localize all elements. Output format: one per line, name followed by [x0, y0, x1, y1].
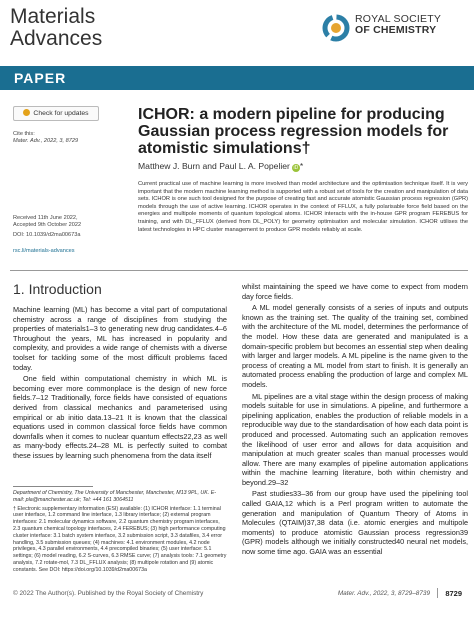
accepted-date: Accepted 9th October 2022 — [13, 222, 82, 229]
check-for-updates-button[interactable] — [13, 106, 99, 121]
abstract: Current practical use of machine learning is more involved than model architecture and the optimisation technique itself. It is very important that the modern machine learning method is supported with a robust set of tools for the creation and manipulation of data sets. ICHOR is one such tool designed for the purpose of creating fast and accurate atomistic Gaussian process regression (GPR) models through the use of active learning. ICHOR operates in the context of FFLUX, a fully polarisable force field based on the energies and multipole moments of quantum topological atoms. ICHOR interacts with the in-house GPR program FEREBUS for training, and with DL_FFLUX (derived from DL_POLY) for geometry optimisation and molecular simulation. ICHOR utilises the latest technologies in HPC cluster management to produce GPR models reliably at scale. — [138, 181, 468, 233]
article-type-label: PAPER — [14, 70, 67, 86]
cite-label: Cite this: — [13, 131, 35, 137]
footer-separator — [437, 588, 438, 598]
intro-paragraph-2: One field within computational chemistry in which ML is becoming ever more commonplace is the design of new force fields.7–12 Traditionally, force fields have consisted of equations derived from classical mechanics and parameterised using empirical or ab initio data.13–21 It is known that the classical equations used in common classical force fields have common downfalls when it comes to nuclear quantum effects22,23 as well as many-body effects.24–28 ML is perfectly suited to combat these issues by learning such phenomena from the data itself — [13, 374, 227, 460]
journal-title — [10, 6, 102, 50]
left-column — [13, 305, 227, 461]
update-badge-icon — [23, 109, 30, 116]
journal-title-line1: Materials — [10, 5, 96, 28]
journal-link[interactable]: rsc.li/materials-advances — [13, 247, 75, 254]
author-line: Matthew J. Burn and Paul L. A. Popelier iD * — [138, 161, 304, 171]
cite-value: Mater. Adv., 2022, 3, 8729 — [13, 138, 79, 145]
journal-title-line2: Advances — [10, 27, 103, 50]
society-name — [355, 14, 441, 36]
article-dates — [13, 215, 81, 255]
rsc-logo-icon — [322, 14, 350, 42]
authors: Matthew J. Burn and Paul L. A. Popelier — [138, 161, 290, 171]
copyright-text: © 2022 The Author(s). Published by the Royal Society of Chemistry — [13, 590, 204, 597]
article-title: ICHOR: a modern pipeline for producing Gaussian process regression models for atomistic simulations† — [138, 106, 449, 157]
right-column — [242, 282, 468, 557]
society-line2: OF CHEMISTRY — [355, 24, 437, 36]
footnote-rule — [13, 486, 93, 487]
footnotes — [13, 490, 227, 576]
right-paragraph-2: A ML model generally consists of a series of inputs and outputs known as the training set. The quality of the training set, combined with the architecture of the ML model, determines the performance of the model. How these data are generated and manipulated is a domain-specific problem but becomes an essential step when dealing with larger and larger models. A ML pipeline is the name given to the process of creating a ML model from start to finish. It is generally an automated process enabling the production of large and complex ML models. — [242, 303, 468, 389]
section-divider — [10, 270, 468, 271]
section-heading: 1. Introduction — [13, 281, 102, 297]
society-line1: ROYAL SOCIETY — [355, 13, 442, 25]
right-paragraph-4: Past studies33–36 from our group have used the pipelining tool called GAIA,12 which is a Perl program written to automate the generation and manipulation of Quantum Theory of Atoms in Molecules (QTAIM)37,38 data (i.e. atomic energies and multipole moments) to produce atomistic Gaussian process regression39 (GPR) models although we initially constructed40 neural net models, now some time ago. GAIA was an essential — [242, 489, 468, 557]
footer-citation: Mater. Adv., 2022, 3, 8729–8739 — [337, 590, 430, 597]
article-type-banner — [0, 66, 474, 90]
doi-text[interactable]: DOI: 10.1039/d2ma00673a — [13, 232, 81, 239]
page-number: 8729 — [445, 589, 462, 598]
affiliation-footnote: Department of Chemistry, The University of Manchester, Manchester, M13 9PL, UK. E-mail: pla@manchester.ac.uk; Tel: +44 161 3064511 — [13, 490, 217, 503]
orcid-icon[interactable]: iD — [293, 165, 299, 171]
cite-info — [13, 131, 78, 145]
right-paragraph-3: ML pipelines are a vital stage within the design process of making models suitable for use in simulations. A pipeline, and furthermore a pipelining application, enables the production of reliable models in a reproducible way due to the standardisation of how each data point is produced and processed. Automating such an application removes the likelihood of user error and allows for data acquisition and manipulation at much greater scales than manual processes would allow. There are many examples of pipeline automation applications within the machine learning literature, both within chemistry and beyond.29–32 — [242, 391, 468, 487]
right-paragraph-1: whilst maintaining the speed we have come to expect from modern day force fields. — [242, 282, 468, 301]
received-date: Received 11th June 2022, — [13, 215, 78, 221]
check-for-updates-label: Check for updates — [33, 110, 89, 117]
esi-footnote: † Electronic supplementary information (ESI) available: (1) ICHOR interface: 1.1 terminal user interface, 1.2 command line interface, 1.3 library interface; (2) external program interfaces: 2.1 molecular dynamics software, 2.2 quantum chemistry program interfaces, 2.3 quantum chemical topology interfaces, 2.4 FEREBUS; (3) high performance computing cluster interface: 3.1 batch system interface, 3.2 submission script, 3.3 datafiles, 3.4 error handling, 3.5 submission queues; (4) machines: 4.1 environment modules, 4.2 node privileges, 4.3 parallel environments, 4.4 precompiled binaries; (5) user interface: 5.1 settings; (6) model reading, 6.2 S-curves, 6.3 RMSE curve; (7) analysis tools: 7.1 geometry analysis, 7.2 rotate-mol, 7.3 DL_FFLUX analysis; (8) multipole rotation and (9) atomic constants. See DOI: https://doi.org/10.1039/d2ma00673a — [13, 505, 227, 573]
intro-paragraph-1: Machine learning (ML) has become a vital part of computational chemistry across a range of disciplines from studying the properties of materials1–3 to generating new drug candidates.4–6 Throughout the years, ML has increased in popularity and complexity, and provides a wide range of chemists with a diverse toolset for tackling some of the most difficult problems faced today. — [13, 305, 227, 372]
